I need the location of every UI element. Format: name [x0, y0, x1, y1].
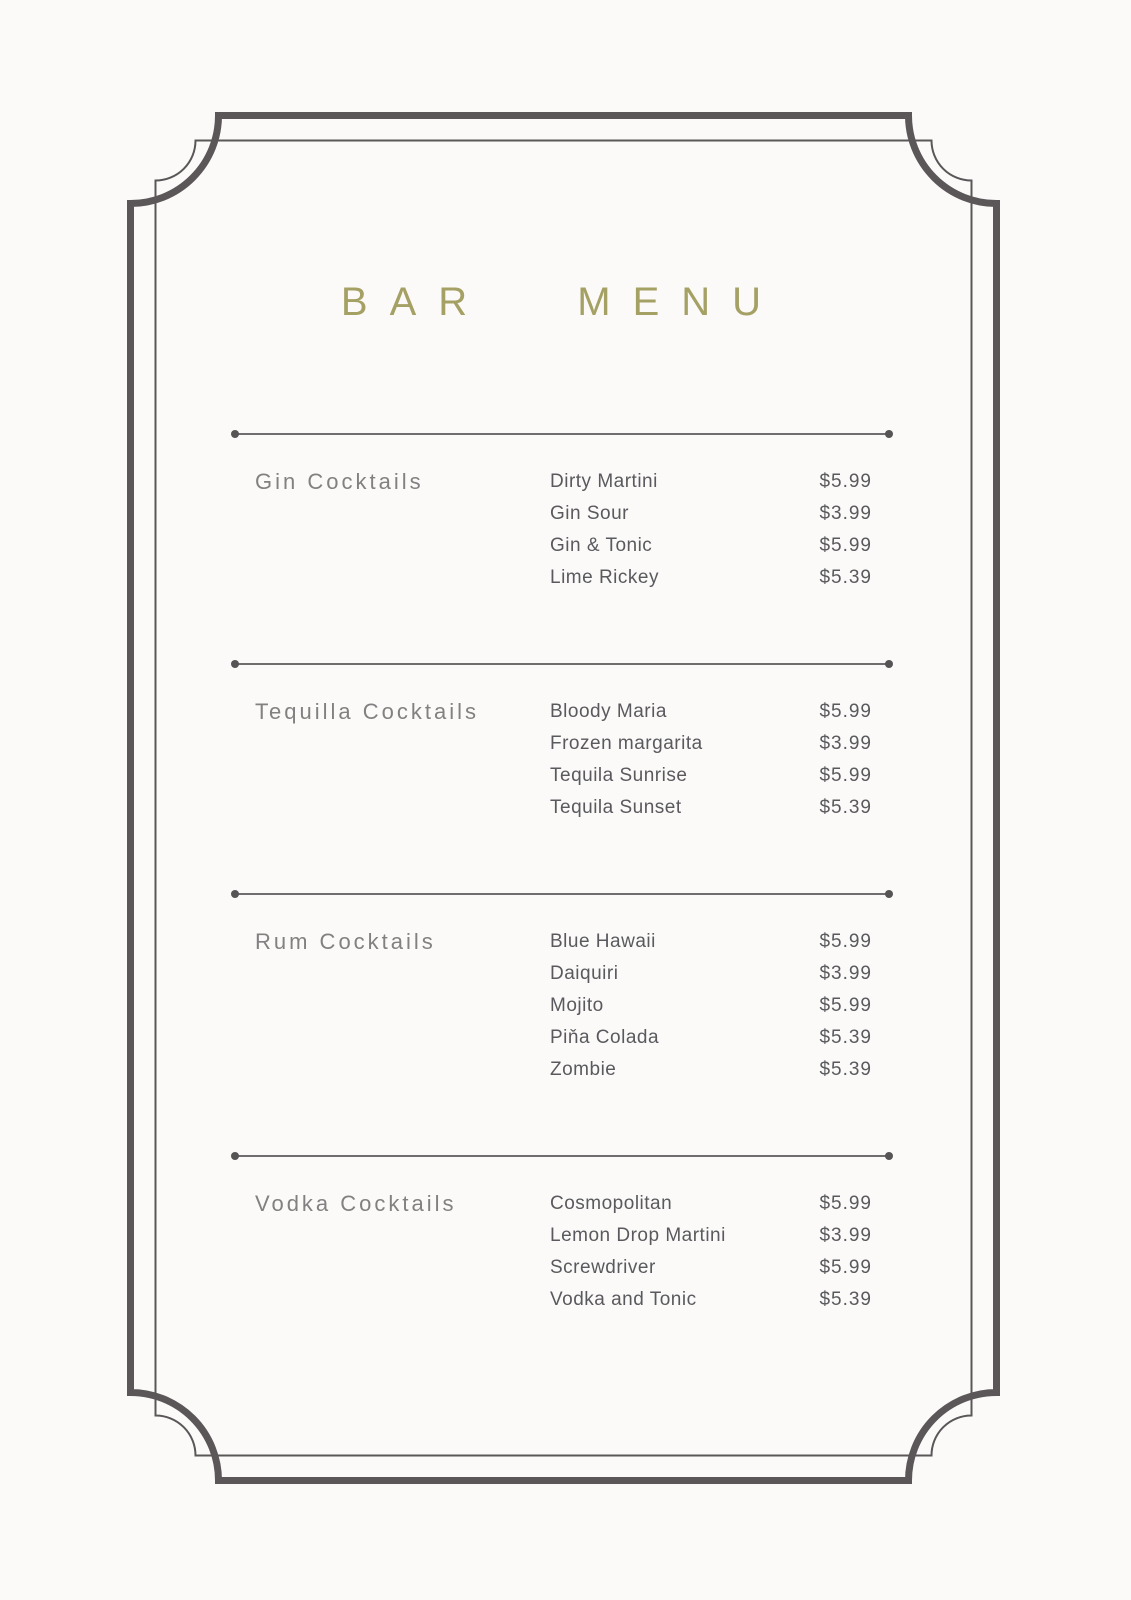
menu-content: [233, 0, 891, 1385]
section-heading: Gin Cocktails: [255, 469, 424, 494]
section-body: [233, 926, 891, 1086]
section-heading: Vodka Cocktails: [255, 1191, 457, 1216]
item-price: $5.39: [819, 1027, 872, 1048]
section-body: [233, 1188, 891, 1316]
item-price: $5.99: [819, 995, 872, 1016]
item-list: [550, 696, 891, 824]
item-name: Vodka and Tonic: [550, 1289, 697, 1310]
item-name: Piňa Colada: [550, 1027, 660, 1048]
item-price: $3.99: [819, 963, 872, 984]
menu-item: [550, 696, 872, 728]
item-name: Bloody Maria: [550, 701, 667, 722]
item-list: [550, 466, 891, 594]
divider-left-dot: [231, 890, 239, 898]
item-name: Cosmopolitan: [550, 1193, 673, 1214]
item-name: Blue Hawaii: [550, 931, 656, 952]
page-title: BAR MENU: [340, 280, 784, 324]
item-price: $5.99: [819, 471, 872, 492]
menu-item: [550, 1220, 872, 1252]
item-name: Lime Rickey: [550, 567, 659, 588]
item-price: $5.39: [819, 797, 872, 818]
item-name: Lemon Drop Martini: [550, 1225, 726, 1246]
menu-item: [550, 1022, 872, 1054]
item-price: $5.39: [819, 1059, 872, 1080]
item-name: Zombie: [550, 1059, 617, 1080]
divider-right-dot: [885, 890, 893, 898]
menu-item: [550, 530, 872, 562]
divider-right-dot: [885, 430, 893, 438]
menu-item: [550, 466, 872, 498]
menu-item: [550, 760, 872, 792]
menu-section: [233, 893, 891, 1086]
section-divider: [233, 663, 891, 665]
divider-left-dot: [231, 1152, 239, 1160]
menu-item: [550, 1284, 872, 1316]
divider-right-dot: [885, 1152, 893, 1160]
menu-sections: [233, 433, 891, 1316]
item-price: $3.99: [819, 733, 872, 754]
section-heading: Rum Cocktails: [255, 929, 436, 954]
item-name: Tequila Sunset: [550, 797, 682, 818]
item-price: $5.99: [819, 1193, 872, 1214]
menu-item: [550, 562, 872, 594]
item-list: [550, 1188, 891, 1316]
section-divider: [233, 433, 891, 435]
item-name: Frozen margarita: [550, 733, 703, 754]
item-name: Dirty Martini: [550, 471, 658, 492]
section-heading: Tequilla Cocktails: [255, 699, 479, 724]
menu-item: [550, 498, 872, 530]
item-name: Mojito: [550, 995, 604, 1016]
menu-item: [550, 728, 872, 760]
menu-item: [550, 792, 872, 824]
divider-left-dot: [231, 660, 239, 668]
item-price: $5.99: [819, 931, 872, 952]
menu-section: [233, 1155, 891, 1316]
divider-right-dot: [885, 660, 893, 668]
section-body: [233, 466, 891, 594]
menu-section: [233, 663, 891, 824]
section-divider: [233, 1155, 891, 1157]
item-price: $5.99: [819, 1257, 872, 1278]
section-divider: [233, 893, 891, 895]
menu-item: [550, 1188, 872, 1220]
item-price: $5.99: [819, 765, 872, 786]
item-price: $3.99: [819, 503, 872, 524]
menu-item: [550, 990, 872, 1022]
item-list: [550, 926, 891, 1086]
item-name: Daiquiri: [550, 963, 619, 984]
item-name: Tequila Sunrise: [550, 765, 688, 786]
menu-item: [550, 958, 872, 990]
divider-left-dot: [231, 430, 239, 438]
menu-item: [550, 1252, 872, 1284]
item-name: Gin & Tonic: [550, 535, 653, 556]
menu-item: [550, 926, 872, 958]
item-price: $5.39: [819, 567, 872, 588]
item-name: Gin Sour: [550, 503, 629, 524]
item-price: $5.39: [819, 1289, 872, 1310]
item-price: $3.99: [819, 1225, 872, 1246]
item-name: Screwdriver: [550, 1257, 656, 1278]
section-body: [233, 696, 891, 824]
menu-item: [550, 1054, 872, 1086]
item-price: $5.99: [819, 535, 872, 556]
item-price: $5.99: [819, 701, 872, 722]
menu-section: [233, 433, 891, 594]
